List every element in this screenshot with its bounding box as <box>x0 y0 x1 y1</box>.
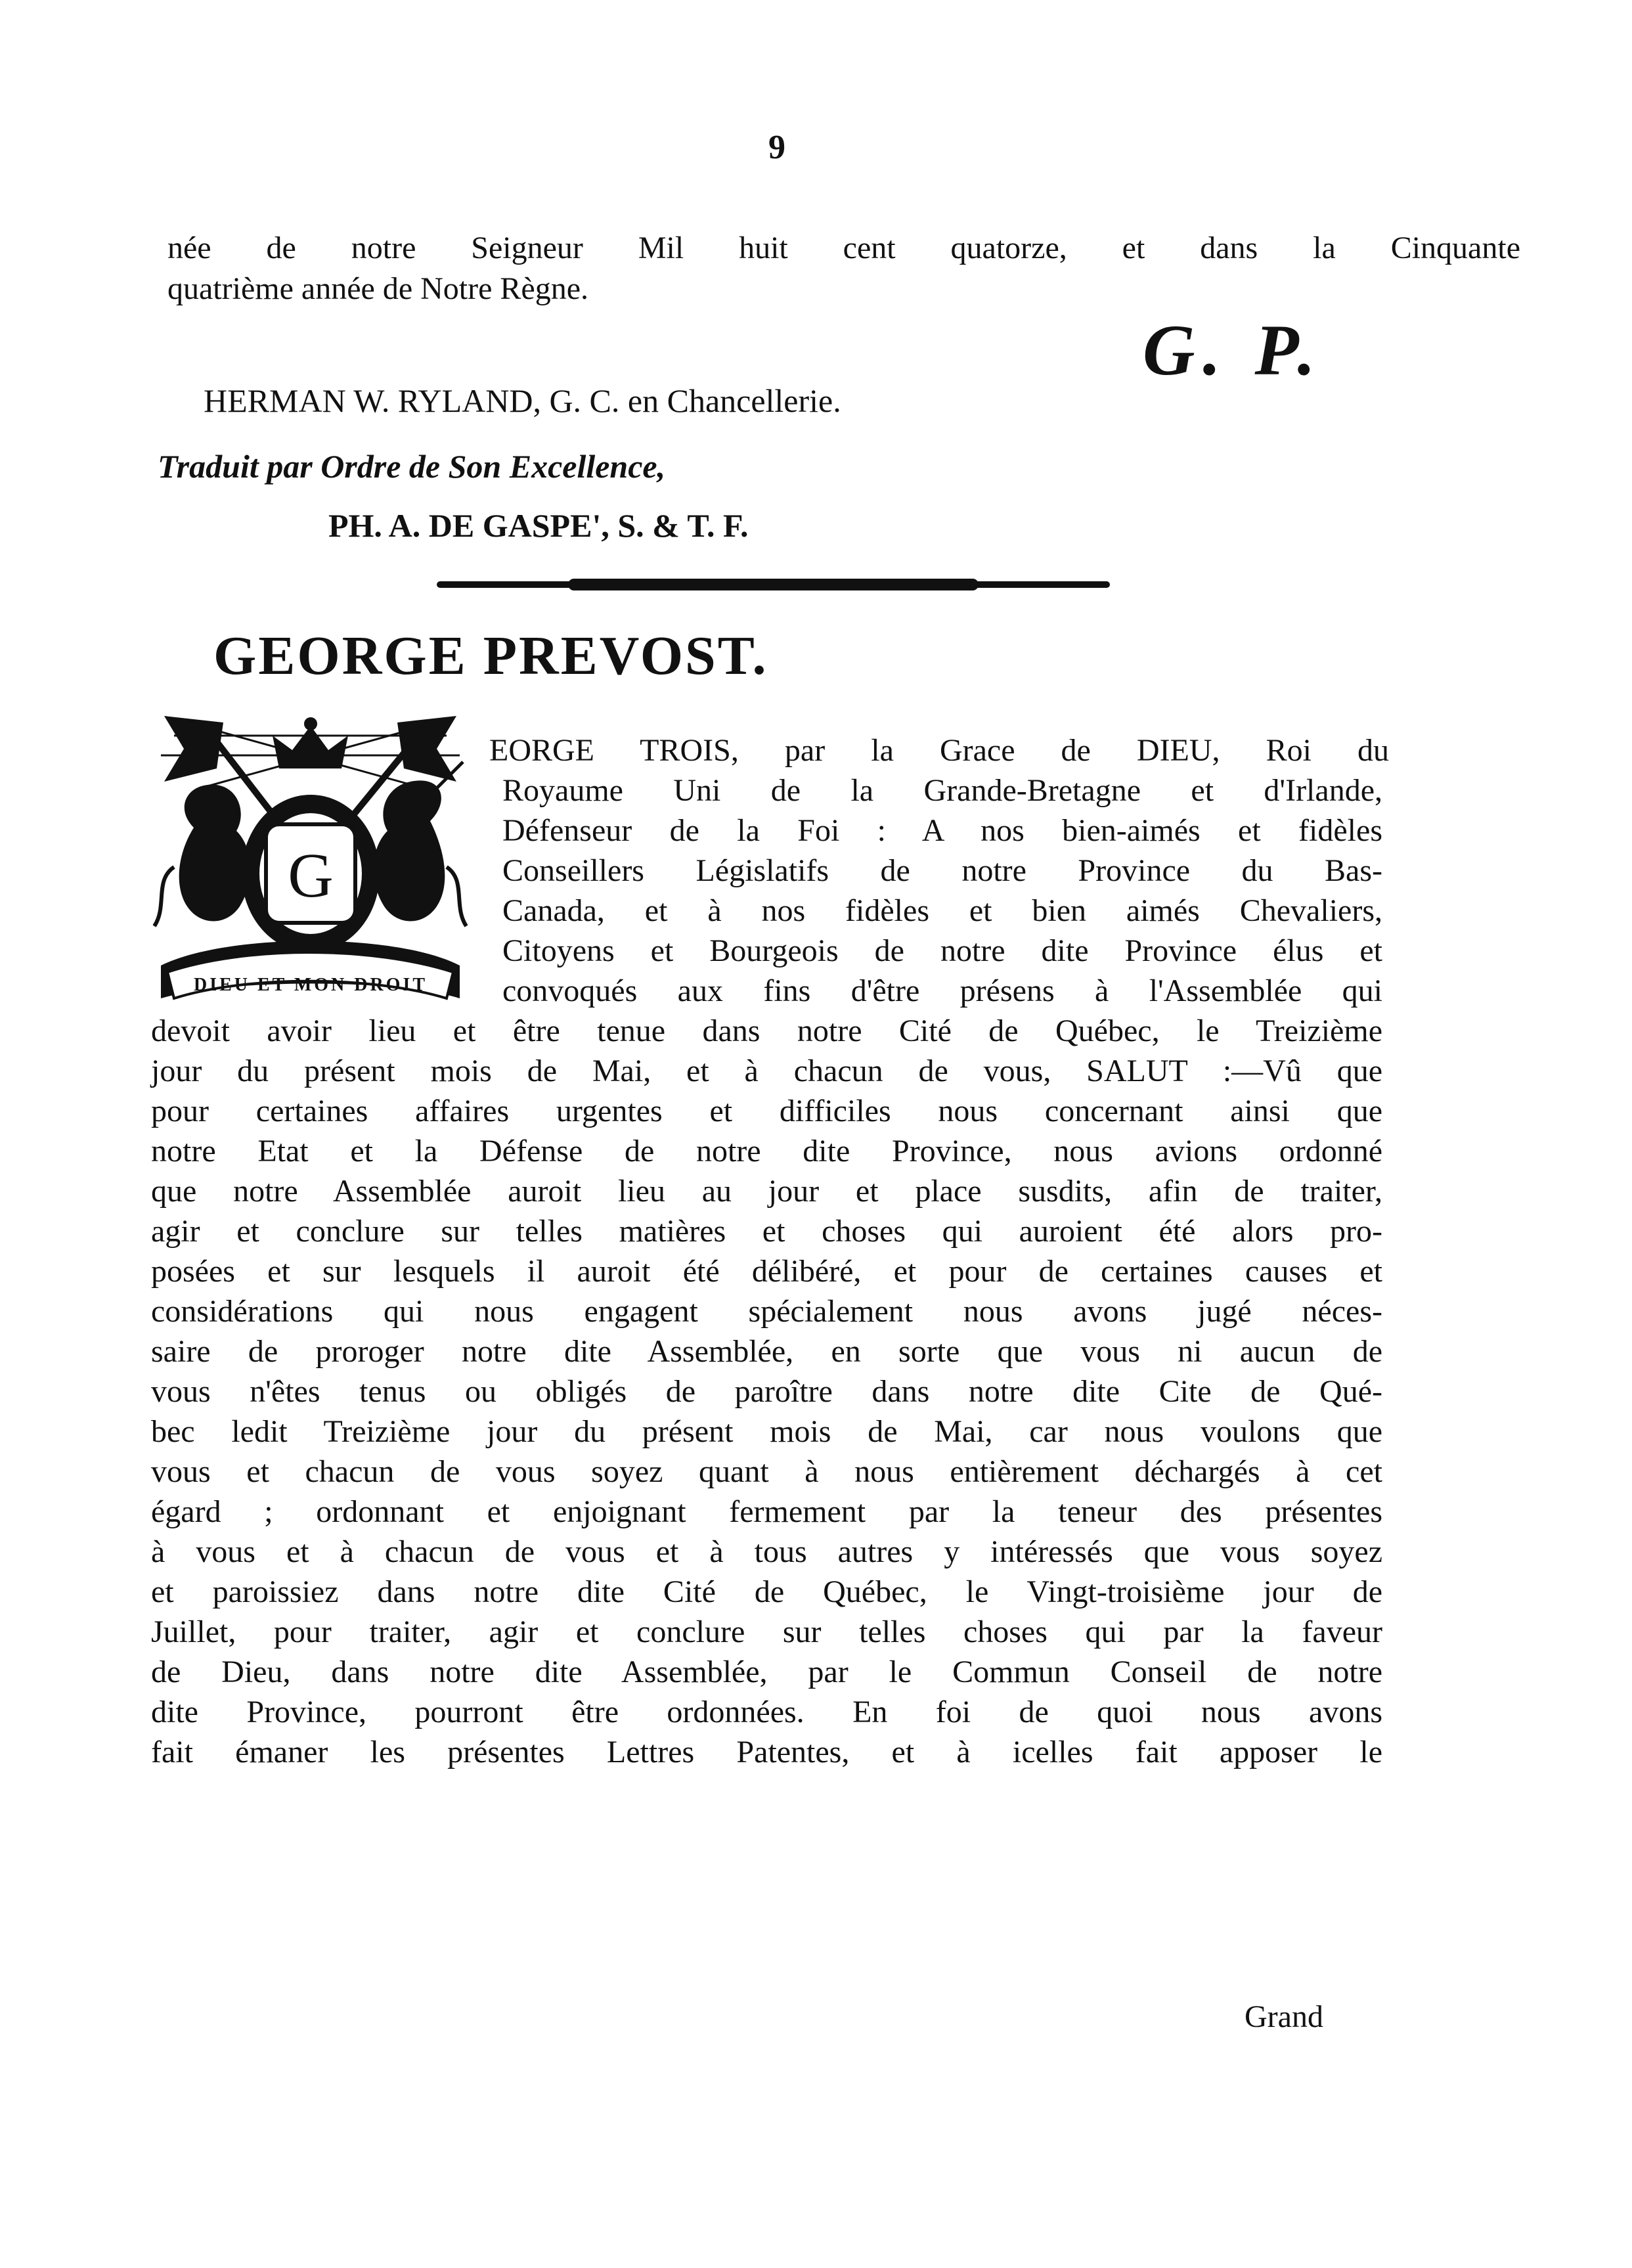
crest-initial-letter: G <box>288 840 334 910</box>
opening-line: née de notre Seigneur Mil huit cent quatorze, et dans la Cinquante <box>167 231 1520 265</box>
proclamation-line: jour du présent mois de Mai, et à chacun de vous, SALUT :—Vû que <box>151 1054 1382 1088</box>
proclamation-line: devoit avoir lieu et être tenue dans notre Cité de Québec, le Treizième <box>151 1013 1382 1048</box>
signature-initials: G. P. <box>1143 310 1323 390</box>
proclamation-line: considérations qui nous engagent spécialement nous avons jugé néces- <box>151 1294 1382 1329</box>
crest-motto: DIEU ET MON DROIT <box>193 975 428 995</box>
proclamation-line: Royaume Uni de la Grande-Bretagne et d'Irlande, <box>502 773 1382 808</box>
page-number: 9 <box>768 129 785 166</box>
proclamation-line: agir et conclure sur telles matières et choses qui auroient été alors pro- <box>151 1214 1382 1249</box>
proclamation-line: EORGE TROIS, par la Grace de DIEU, Roi du <box>489 733 1389 768</box>
proclamation-line: Défenseur de la Foi : A nos bien-aimés et fidèles <box>502 813 1382 848</box>
translated-by-line: Traduit par Ordre de Son Excellence, <box>158 448 666 485</box>
proclamation-line: saire de proroger notre dite Assemblée, en sorte que vous ni aucun de <box>151 1334 1382 1369</box>
proclamation-line: notre Etat et la Défense de notre dite Province, nous avions ordonné <box>151 1134 1382 1168</box>
proclamation-line: dite Province, pourront être ordonnées. En foi de quoi nous avons <box>151 1695 1382 1729</box>
proclamation-line: convoqués aux fins d'être présens à l'Assemblée qui <box>502 973 1382 1008</box>
proclamation-line: et paroissiez dans notre dite Cité de Québec, le Vingt-troisième jour de <box>151 1574 1382 1609</box>
translator-line: PH. A. DE GASPE', S. & T. F. <box>328 507 749 544</box>
ornamental-rule <box>437 581 1110 588</box>
proclamation-line: posées et sur lesquels il auroit été délibéré, et pour de certaines causes et <box>151 1254 1382 1289</box>
opening-line: quatrième année de Notre Règne. <box>167 271 589 306</box>
proclamation-line: vous n'êtes tenus ou obligés de paroître dans notre dite Cite de Qué- <box>151 1374 1382 1409</box>
proclamation-line: Canada, et à nos fidèles et bien aimés Chevaliers, <box>502 893 1382 928</box>
signer-line: HERMAN W. RYLAND, G. C. en Chancellerie. <box>204 382 841 419</box>
proclamation-line: bec ledit Treizième jour du présent mois de Mai, car nous voulons que <box>151 1414 1382 1449</box>
proclamation-line: Juillet, pour traiter, agir et conclure sur telles choses qui par la faveur <box>151 1614 1382 1649</box>
proclamation-line: Citoyens et Bourgeois de notre dite Province élus et <box>502 933 1382 968</box>
catchword: Grand <box>1245 1999 1323 2034</box>
proclamation-line: à vous et à chacun de vous et à tous autres y intéressés que vous soyez <box>151 1534 1382 1569</box>
royal-crest-initial-icon <box>148 709 473 1018</box>
proclamation-line: fait émaner les présentes Lettres Patentes, et à icelles fait apposer le <box>151 1735 1382 1769</box>
proclamation-line: de Dieu, dans notre dite Assemblée, par le Commun Conseil de notre <box>151 1655 1382 1689</box>
proclamation-heading: GEORGE PREVOST. <box>213 625 768 686</box>
proclamation-line: égard ; ordonnant et enjoignant fermement par la teneur des présentes <box>151 1494 1382 1529</box>
proclamation-line: pour certaines affaires urgentes et difficiles nous concernant ainsi que <box>151 1094 1382 1128</box>
proclamation-line: vous et chacun de vous soyez quant à nous entièrement déchargés à cet <box>151 1454 1382 1489</box>
proclamation-line: Conseillers Législatifs de notre Province du Bas- <box>502 853 1382 888</box>
proclamation-line: que notre Assemblée auroit lieu au jour et place susdits, afin de traiter, <box>151 1174 1382 1209</box>
